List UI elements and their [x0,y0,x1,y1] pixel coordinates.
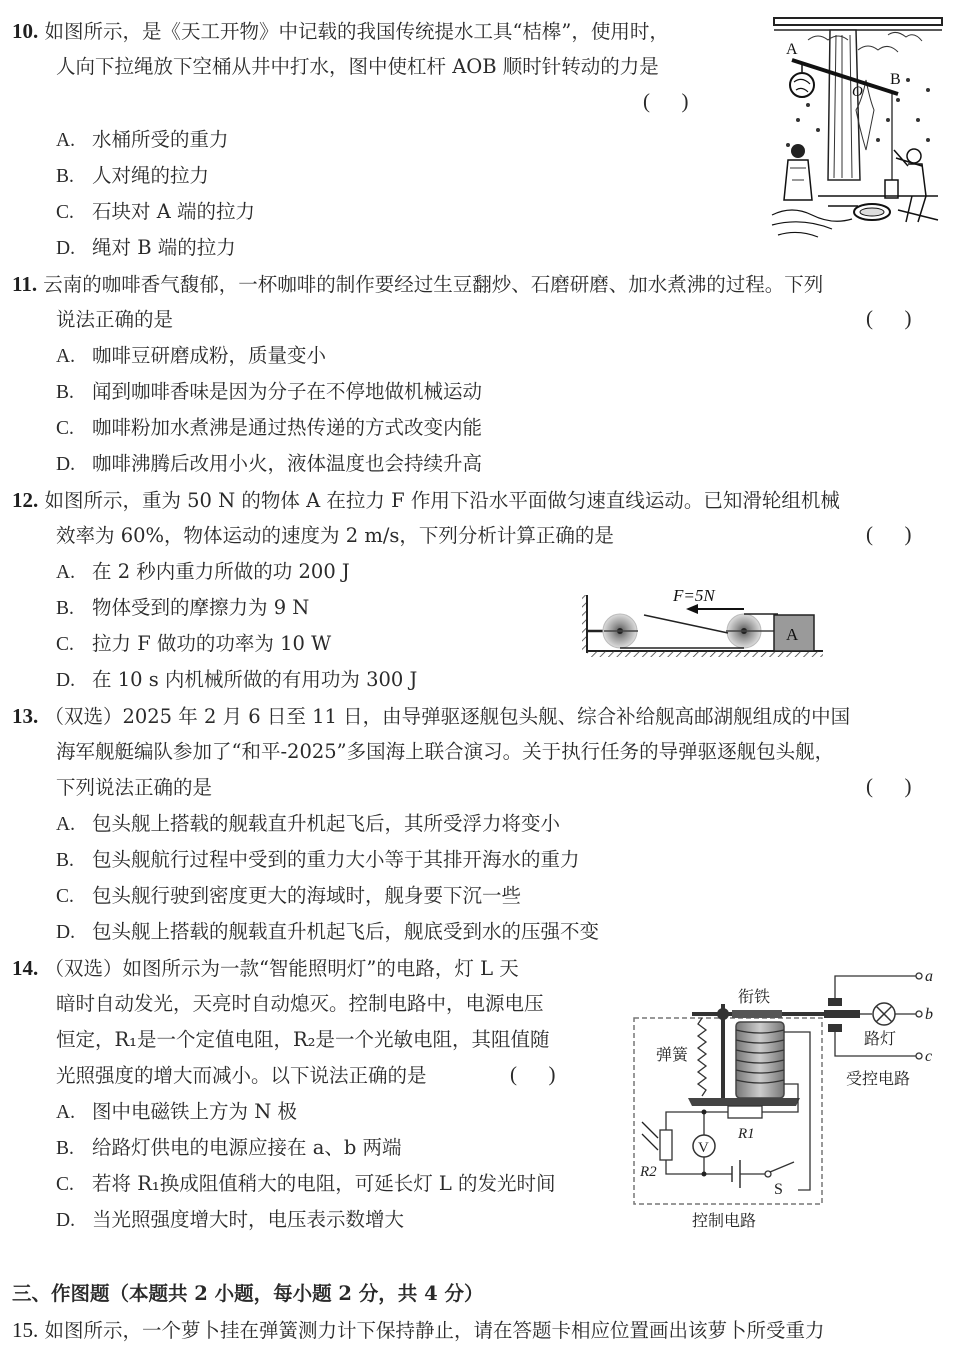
svg-text:V: V [698,1140,709,1156]
option-c: C. 拉力 F 做功的功率为 10 W [56,632,332,655]
svg-text:A: A [786,41,798,58]
svg-text:O: O [852,84,863,100]
question-11-line-1 [12,271,823,298]
option-b: B. 包头舰航行过程中受到的重力大小等于其排开海水的重力 [56,848,580,871]
relay-circuit-figure [628,962,940,1234]
question-stem: 云南的咖啡香气馥郁，一杯咖啡的制作要经过生豆翻炒、石磨研磨、加水煮沸的过程。下列 [43,273,824,296]
option-d: D. 咖啡沸腾后改用小火，液体温度也会持续升高 [56,452,483,475]
svg-text:R2: R2 [640,1164,657,1180]
question-13-line-1 [12,703,850,730]
question-15-line-1 [12,1317,824,1344]
question-10-line-1 [12,18,669,45]
question-number: 13. [12,704,39,728]
option-b: B. 物体受到的摩擦力为 9 N [56,596,310,619]
question-13-line-2: 海军舰艇编队参加了“和平-2025”多国海上联合演习。关于执行任务的导弹驱逐舰包头舰， [56,740,835,763]
question-stem: 如图所示，是《天工开物》中记载的我国传统提水工具“桔槔”，使用时， [44,20,669,43]
option-b: B. 闻到咖啡香味是因为分子在不停地做机械运动 [56,380,483,403]
svg-text:c: c [925,1048,933,1065]
option-d: D. 包头舰上搭载的舰载直升机起飞后，舰底受到水的压强不变 [56,920,600,943]
option-c: C. 石块对 A 端的拉力 [56,200,255,223]
option-a: A. 咖啡豆研磨成粉，质量变小 [56,344,327,367]
option-d: D. 当光照强度增大时，电压表示数增大 [56,1208,405,1231]
answer-bracket: ( ) [866,522,912,546]
svg-text:b: b [925,1006,933,1023]
svg-text:F=5N: F=5N [673,586,715,605]
option-b: B. 给路灯供电的电源应接在 a、b 两端 [56,1136,402,1159]
question-14-line-1 [12,955,519,982]
question-number: 12. [12,488,39,512]
section-heading: 三、作图题（本题共 2 小题，每小题 2 分，共 4 分） [12,1282,484,1305]
svg-text:控制电路: 控制电路 [692,1213,757,1230]
question-stem: 如图所示，重为 50 N 的物体 A 在拉力 F 作用下沿水平面做匀速直线运动。已知滑轮组机械 [44,489,840,512]
option-c: C. 咖啡粉加水煮沸是通过热传递的方式改变内能 [56,416,483,439]
svg-text:S: S [774,1181,783,1198]
question-14-line-3: 恒定，R₁是一个定值电阻，R₂是一个光敏电阻，其阻值随 [56,1028,550,1051]
question-stem: （双选）2025 年 2 月 6 日至 11 日，由导弹驱逐舰包头舰、综合补给舰高邮湖舰组成的中国 [44,705,851,728]
svg-text:受控电路: 受控电路 [846,1071,911,1088]
svg-text:弹簧: 弹簧 [656,1047,689,1064]
svg-text:R1: R1 [738,1126,755,1142]
option-a: A. 图中电磁铁上方为 N 极 [56,1100,297,1123]
question-12-line-1 [12,487,840,514]
svg-text:a: a [925,968,933,985]
answer-bracket: ( ) [866,306,912,330]
question-12-line-2: 效率为 60%，物体运动的速度为 2 m/s，下列分析计算正确的是 [56,524,614,547]
option-b: B. 人对绳的拉力 [56,164,210,187]
answer-bracket: ( ) [866,774,912,798]
question-number: 15. [12,1318,39,1342]
pulley-figure [578,585,828,663]
question-10-line-2: 人向下拉绳放下空桶从井中打水，图中使杠杆 AOB 顺时针转动的力是 [56,55,659,78]
option-d: D. 绳对 B 端的拉力 [56,236,236,259]
question-number: 14. [12,956,39,980]
question-11-line-2: 说法正确的是 [56,308,174,331]
svg-text:A: A [786,625,799,644]
option-a: A. 水桶所受的重力 [56,128,229,151]
svg-text:衔铁: 衔铁 [738,989,771,1006]
option-a: A. 在 2 秒内重力所做的功 200 J [56,560,350,583]
question-14-line-2: 暗时自动发光，天亮时自动熄灭。控制电路中，电源电压 [56,992,544,1015]
well-sweep-figure [768,10,948,240]
svg-text:B: B [890,71,901,88]
question-number: 11. [12,272,38,296]
option-c: C. 若将 R₁换成阻值稍大的电阻，可延长灯 L 的发光时间 [56,1172,556,1195]
question-stem: 如图所示，一个萝卜挂在弹簧测力计下保持静止，请在答题卡相应位置画出该萝卜所受重力 [44,1319,825,1342]
question-13-line-3: 下列说法正确的是 [56,776,213,799]
option-a: A. 包头舰上搭载的舰载直升机起飞后，其所受浮力将变小 [56,812,561,835]
question-14-line-4: 光照强度的增大而减小。以下说法正确的是 [56,1064,427,1087]
answer-bracket: ( ) [643,89,689,113]
option-c: C. 包头舰行驶到密度更大的海域时，舰身要下沉一些 [56,884,522,907]
question-number: 10. [12,19,39,43]
answer-bracket: ( ) [510,1062,556,1086]
svg-text:路灯: 路灯 [864,1031,897,1048]
question-stem: （双选）如图所示为一款“智能照明灯”的电路，灯 L 天 [44,957,519,980]
option-d: D. 在 10 s 内机械所做的有用功为 300 J [56,668,418,691]
